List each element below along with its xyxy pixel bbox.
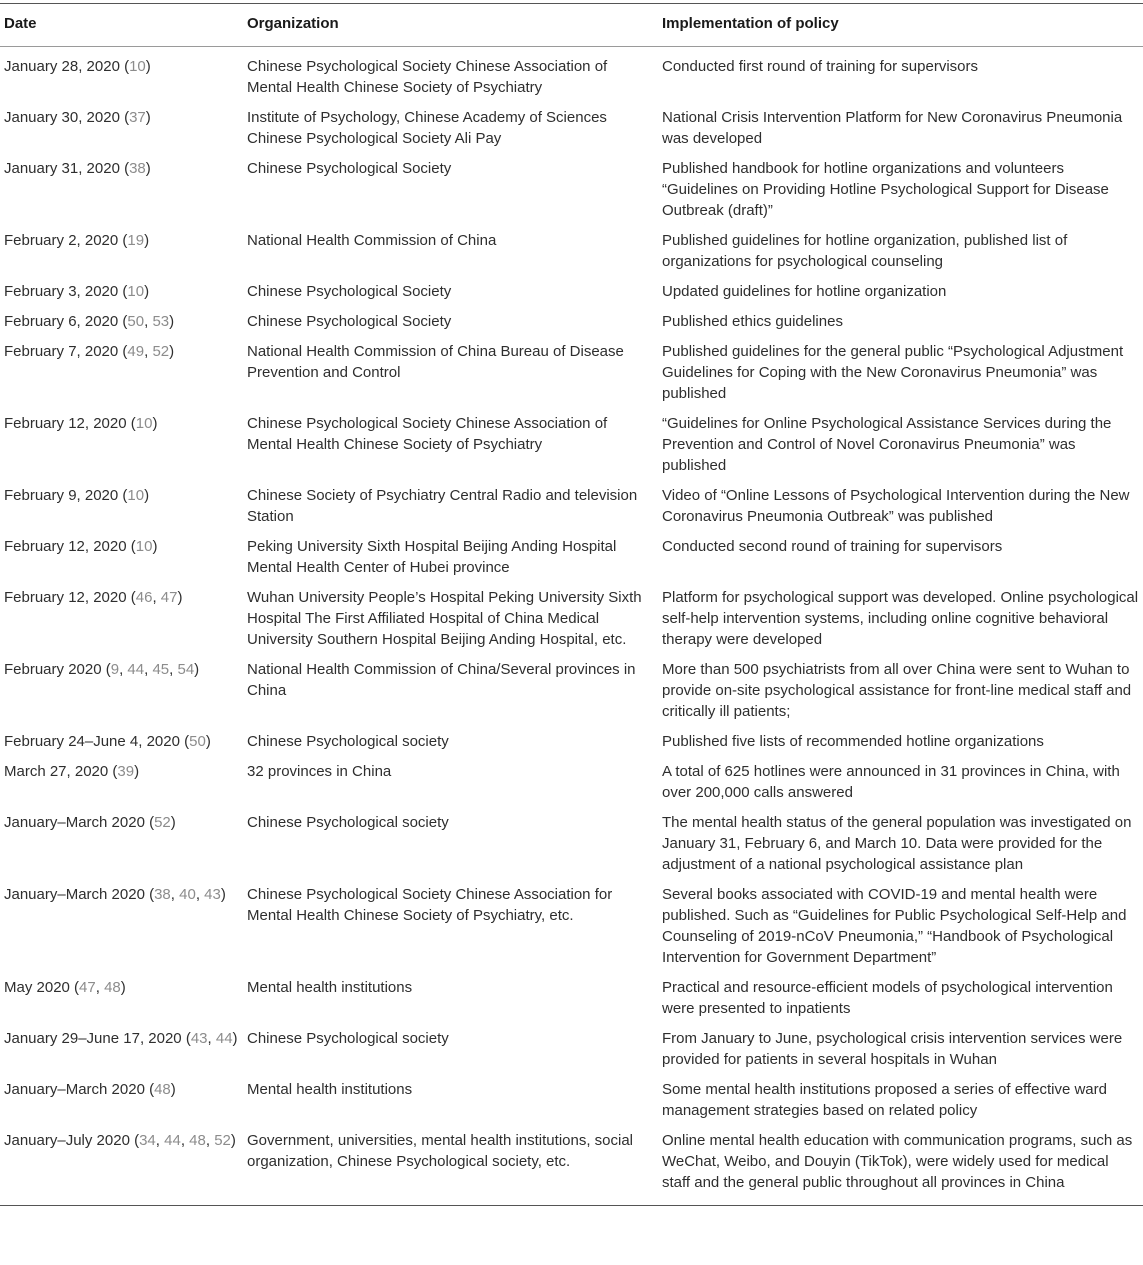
cell-date: February 12, 2020 (10) bbox=[4, 415, 158, 432]
citation-link[interactable]: 50 bbox=[189, 733, 206, 750]
date-text: February 7, 2020 bbox=[4, 343, 119, 360]
cell-implementation: Published guidelines for the general public “Psychological Adjustment Guidelines for Coping with the New Coronavirus Pneumonia” was published bbox=[662, 343, 1124, 402]
date-text: January 29–June 17, 2020 bbox=[4, 1030, 182, 1047]
cell-implementation: Published five lists of recommended hotline organizations bbox=[662, 733, 1044, 750]
citation-link[interactable]: 37 bbox=[129, 109, 146, 126]
cell-organization: Chinese Psychological Society Chinese Association of Mental Health Chinese Society of Psychiatry bbox=[247, 58, 608, 96]
cell-organization: Peking University Sixth Hospital Beijing Anding Hospital Mental Health Center of Hubei province bbox=[247, 538, 617, 576]
cell-organization: 32 provinces in China bbox=[247, 763, 392, 780]
cell-implementation: Updated guidelines for hotline organization bbox=[662, 283, 947, 300]
cell-organization: Mental health institutions bbox=[247, 1081, 413, 1098]
cell-organization: Chinese Psychological society bbox=[247, 733, 449, 750]
cell-date: February 6, 2020 (50, 53) bbox=[4, 313, 175, 330]
table-row bbox=[0, 758, 1143, 809]
table-row bbox=[0, 584, 1143, 656]
citation-link[interactable]: 43 bbox=[204, 886, 221, 903]
table-row bbox=[0, 410, 1143, 482]
cell-implementation: More than 500 psychiatrists from all over China were sent to Wuhan to provide on-site psychological assistance for front-line medical staff and critically ill patients; bbox=[662, 661, 1132, 720]
date-text: February 12, 2020 bbox=[4, 415, 127, 432]
cell-date: February 3, 2020 (10) bbox=[4, 283, 150, 300]
cell-organization: Chinese Psychological society bbox=[247, 814, 449, 831]
citation-link[interactable]: 38 bbox=[129, 160, 146, 177]
cell-date: January–March 2020 (48) bbox=[4, 1081, 176, 1098]
citation-link[interactable]: 48 bbox=[189, 1132, 206, 1149]
citation-link[interactable]: 45 bbox=[152, 661, 170, 678]
cell-date: February 12, 2020 (46, 47) bbox=[4, 589, 183, 606]
cell-implementation: Video of “Online Lessons of Psychological Intervention during the New Coronavirus Pneumonia Outbreak” was published bbox=[662, 487, 1130, 525]
citation-link[interactable]: 19 bbox=[127, 232, 145, 249]
citation-link[interactable]: 10 bbox=[135, 415, 153, 432]
cell-date: February 12, 2020 (10) bbox=[4, 538, 158, 555]
cell-implementation: The mental health status of the general population was investigated on January 31, February 6, and March 10. Data were provided for the adjustment of a national psychological assistance plan bbox=[662, 814, 1132, 873]
cell-organization: Institute of Psychology, Chinese Academy of Sciences Chinese Psychological Society Ali Pay bbox=[247, 109, 607, 147]
citation-link[interactable]: 47 bbox=[79, 979, 96, 996]
cell-implementation: Published guidelines for hotline organization, published list of organizations for psychological counseling bbox=[662, 232, 1068, 270]
table-row bbox=[0, 104, 1143, 155]
cell-implementation: Conducted second round of training for supervisors bbox=[662, 538, 1003, 555]
cell-organization: National Health Commission of China bbox=[247, 232, 497, 249]
citation-link[interactable]: 53 bbox=[152, 313, 170, 330]
cell-organization: Chinese Psychological Society Chinese Association of Mental Health Chinese Society of Psychiatry bbox=[247, 415, 608, 453]
cell-date: January 29–June 17, 2020 (43, 44) bbox=[4, 1030, 238, 1047]
table-row bbox=[0, 338, 1143, 410]
citation-link[interactable]: 49 bbox=[127, 343, 145, 360]
citation-link[interactable]: 52 bbox=[214, 1132, 231, 1149]
table-row bbox=[0, 533, 1143, 584]
citation-link[interactable]: 44 bbox=[127, 661, 145, 678]
date-text: January 28, 2020 bbox=[4, 58, 120, 75]
citation-link[interactable]: 44 bbox=[164, 1132, 181, 1149]
table-row bbox=[0, 1076, 1143, 1127]
table-row bbox=[0, 881, 1143, 974]
cell-date: February 24–June 4, 2020 (50) bbox=[4, 733, 211, 750]
date-text: March 27, 2020 bbox=[4, 763, 109, 780]
table-header bbox=[0, 4, 1143, 47]
table-row bbox=[0, 308, 1143, 338]
date-text: February 2, 2020 bbox=[4, 232, 119, 249]
cell-organization: Chinese Psychological Society bbox=[247, 313, 452, 330]
cell-organization: Chinese Psychological society bbox=[247, 1030, 449, 1047]
citation-link[interactable]: 9 bbox=[110, 661, 120, 678]
date-text: February 2020 bbox=[4, 661, 102, 678]
table-row bbox=[0, 278, 1143, 308]
cell-organization: Chinese Psychological Society bbox=[247, 283, 452, 300]
cell-organization: Chinese Psychological Society bbox=[247, 160, 452, 177]
citation-link[interactable]: 52 bbox=[152, 343, 170, 360]
table-row bbox=[0, 1025, 1143, 1076]
citation-link[interactable]: 52 bbox=[154, 814, 171, 831]
citation-link[interactable]: 10 bbox=[127, 487, 145, 504]
date-text: January 31, 2020 bbox=[4, 160, 120, 177]
cell-date: March 27, 2020 (39) bbox=[4, 763, 140, 780]
cell-organization: Mental health institutions bbox=[247, 979, 413, 996]
table-body bbox=[0, 47, 1143, 1206]
citation-link[interactable]: 10 bbox=[135, 538, 153, 555]
citation-link[interactable]: 43 bbox=[190, 1030, 208, 1047]
date-text: February 24–June 4, 2020 bbox=[4, 733, 180, 750]
date-text: February 3, 2020 bbox=[4, 283, 119, 300]
table-row bbox=[0, 809, 1143, 881]
header-implementation: Implementation of policy bbox=[658, 4, 1143, 47]
date-text: January–March 2020 bbox=[4, 814, 145, 831]
table-row bbox=[0, 482, 1143, 533]
cell-implementation: A total of 625 hotlines were announced in 31 provinces in China, with over 200,000 calls answered bbox=[662, 763, 1120, 801]
date-text: January–March 2020 bbox=[4, 886, 145, 903]
table-row bbox=[0, 728, 1143, 758]
cell-organization: Government, universities, mental health institutions, social organization, Chinese Psychological society, etc. bbox=[247, 1132, 634, 1170]
cell-date: January–March 2020 (38, 40, 43) bbox=[4, 886, 226, 903]
cell-organization: National Health Commission of China Bureau of Disease Prevention and Control bbox=[247, 343, 624, 381]
cell-date: May 2020 (47, 48) bbox=[4, 979, 126, 996]
date-text: January–March 2020 bbox=[4, 1081, 145, 1098]
citation-link[interactable]: 39 bbox=[117, 763, 135, 780]
cell-date: February 9, 2020 (10) bbox=[4, 487, 150, 504]
cell-date: January 31, 2020 (38) bbox=[4, 160, 151, 177]
cell-organization: Chinese Psychological Society Chinese Association for Mental Health Chinese Society of Psychiatry, etc. bbox=[247, 886, 613, 924]
date-text: May 2020 bbox=[4, 979, 70, 996]
cell-date: January–March 2020 (52) bbox=[4, 814, 176, 831]
citation-link[interactable]: 10 bbox=[129, 58, 146, 75]
cell-implementation: Published ethics guidelines bbox=[662, 313, 843, 330]
citation-link[interactable]: 34 bbox=[139, 1132, 156, 1149]
citation-link[interactable]: 44 bbox=[215, 1030, 233, 1047]
date-text: January–July 2020 bbox=[4, 1132, 130, 1149]
citation-link[interactable]: 47 bbox=[160, 589, 178, 606]
citation-link[interactable]: 48 bbox=[154, 1081, 171, 1098]
cell-organization: Chinese Society of Psychiatry Central Radio and television Station bbox=[247, 487, 638, 525]
policy-table-container bbox=[0, 3, 1143, 1206]
date-text: January 30, 2020 bbox=[4, 109, 120, 126]
cell-date: February 2020 (9, 44, 45, 54) bbox=[4, 661, 200, 678]
table-row bbox=[0, 974, 1143, 1025]
cell-organization: Wuhan University People’s Hospital Peking University Sixth Hospital The First Affiliated Hospital of China Medical University Southern Hospital Beijing Anding Hospital, etc. bbox=[247, 589, 642, 648]
cell-implementation: Several books associated with COVID-19 and mental health were published. Such as “Guidelines for Public Psychological Self-Help and Counseling of 2019-nCoV Pneumonia,” “Handbook of Psychological Intervention for Government Department” bbox=[662, 886, 1127, 966]
header-row bbox=[0, 4, 1143, 47]
citation-link[interactable]: 50 bbox=[127, 313, 145, 330]
table-row bbox=[0, 155, 1143, 227]
header-organization: Organization bbox=[243, 4, 658, 47]
cell-implementation: Conducted first round of training for supervisors bbox=[662, 58, 978, 75]
cell-implementation: National Crisis Intervention Platform for New Coronavirus Pneumonia was developed bbox=[662, 109, 1123, 147]
citation-link[interactable]: 38 bbox=[154, 886, 171, 903]
policy-table bbox=[0, 3, 1143, 1206]
cell-date: January 30, 2020 (37) bbox=[4, 109, 151, 126]
citation-link[interactable]: 48 bbox=[104, 979, 121, 996]
table-row bbox=[0, 656, 1143, 728]
cell-date: January–July 2020 (34, 44, 48, 52) bbox=[4, 1132, 236, 1149]
table-row bbox=[0, 47, 1143, 105]
citation-link[interactable]: 54 bbox=[177, 661, 195, 678]
citation-link[interactable]: 46 bbox=[135, 589, 153, 606]
cell-date: January 28, 2020 (10) bbox=[4, 58, 151, 75]
date-text: February 9, 2020 bbox=[4, 487, 119, 504]
date-text: February 12, 2020 bbox=[4, 589, 127, 606]
table-row bbox=[0, 1127, 1143, 1206]
citation-link[interactable]: 10 bbox=[127, 283, 145, 300]
cell-implementation: Some mental health institutions proposed a series of effective ward management strategies based on related policy bbox=[662, 1081, 1107, 1119]
date-text: February 12, 2020 bbox=[4, 538, 127, 555]
cell-implementation: Online mental health education with communication programs, such as WeChat, Weibo, and Douyin (TikTok), were widely used for medical staff and the general public throughout all provinces in China bbox=[662, 1132, 1133, 1191]
date-text: February 6, 2020 bbox=[4, 313, 119, 330]
cell-date: February 7, 2020 (49, 52) bbox=[4, 343, 175, 360]
cell-organization: National Health Commission of China/Several provinces in China bbox=[247, 661, 636, 699]
cell-date: February 2, 2020 (19) bbox=[4, 232, 150, 249]
header-date: Date bbox=[0, 4, 243, 47]
cell-implementation: Published handbook for hotline organizations and volunteers “Guidelines on Providing Hotline Psychological Support for Disease Outbreak (draft)” bbox=[662, 160, 1109, 219]
cell-implementation: Practical and resource-efficient models of psychological intervention were presented to inpatients bbox=[662, 979, 1113, 1017]
table-row bbox=[0, 227, 1143, 278]
cell-implementation: Platform for psychological support was developed. Online psychological self-help intervention systems, including online cognitive behavioral therapy were developed bbox=[662, 589, 1139, 648]
cell-implementation: “Guidelines for Online Psychological Assistance Services during the Prevention and Control of Novel Coronavirus Pneumonia” was published bbox=[662, 415, 1112, 474]
cell-implementation: From January to June, psychological crisis intervention services were provided for patients in several hospitals in Wuhan bbox=[662, 1030, 1123, 1068]
citation-link[interactable]: 40 bbox=[179, 886, 196, 903]
